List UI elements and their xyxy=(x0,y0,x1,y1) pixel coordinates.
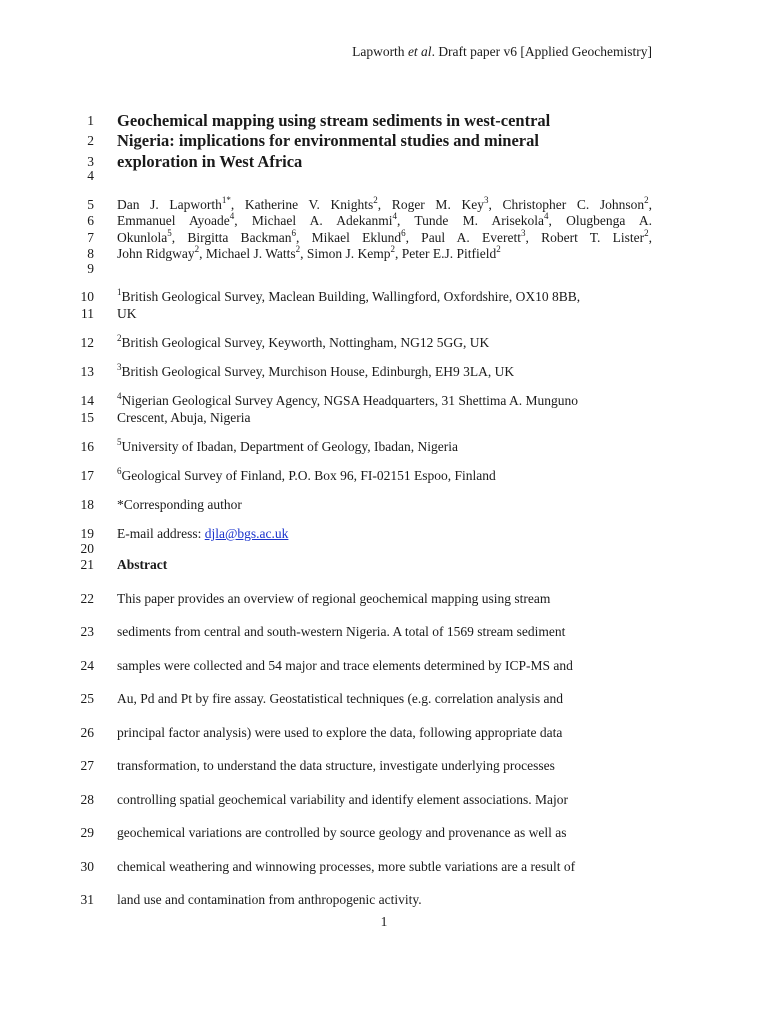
line-number: 6 xyxy=(87,213,94,228)
running-head: Lapworth et al. Draft paper v6 [Applied Geochemistry] xyxy=(352,44,652,59)
abstract-line: samples were collected and 54 major and trace elements determined by ICP-MS and xyxy=(117,658,573,673)
line-number: 26 xyxy=(80,725,94,740)
affiliation: $^1$British Geological Survey, Maclean Building, Wallingford, Oxfordshire, OX10 8BB, xyxy=(117,286,581,304)
abstract-line: Au, Pd and Pt by fire assay. Geostatistical techniques (e.g. correlation analysis and xyxy=(117,691,564,706)
author-list-line: Okunlola$^5$, Birgitta Backman$^6$, Mikael Eklund$^6$, Paul A. Everett$^3$, Robert T. Lister$^2$, xyxy=(117,227,652,245)
abstract-line: This paper provides an overview of regional geochemical mapping using stream xyxy=(117,591,551,606)
author-list-line: John Ridgway$^2$, Michael J. Watts$^2$, Simon J. Kemp$^2$, Peter E.J. Pitfield$^2$ xyxy=(117,243,501,261)
line-number: 17 xyxy=(80,468,94,483)
line-number: 27 xyxy=(80,758,94,773)
abstract-line: chemical weathering and winnowing processes, more subtle variations are a result of xyxy=(117,859,576,874)
email-line: E-mail address: djla@bgs.ac.uk xyxy=(117,526,289,541)
affiliation: $^3$British Geological Survey, Murchison House, Edinburgh, EH9 3LA, UK xyxy=(117,361,515,379)
affiliation-continued: Crescent, Abuja, Nigeria xyxy=(117,410,251,425)
line-number: 10 xyxy=(80,289,94,304)
line-number: 20 xyxy=(80,541,94,556)
line-number: 28 xyxy=(80,792,94,807)
author-list-line: Emmanuel Ayoade$^4$, Michael A. Adekanmi$^4$, Tunde M. Arisekola$^4$, Olugbenga A. xyxy=(117,210,652,228)
line-number: 14 xyxy=(80,393,94,408)
line-number: 5 xyxy=(87,197,94,212)
paper-title-line: Geochemical mapping using stream sediments in west-central xyxy=(117,111,551,130)
line-number: 22 xyxy=(80,591,94,606)
line-number: 19 xyxy=(80,526,94,541)
line-number: 7 xyxy=(87,230,94,245)
line-number: 30 xyxy=(80,859,94,874)
abstract-line: sediments from central and south-western Nigeria. A total of 1569 stream sediment xyxy=(117,624,566,639)
line-number: 16 xyxy=(80,439,94,454)
affiliation: $^6$Geological Survey of Finland, P.O. Box 96, FI-02151 Espoo, Finland xyxy=(117,465,496,483)
line-number: 21 xyxy=(80,557,94,572)
line-number: 4 xyxy=(87,168,94,183)
line-number: 18 xyxy=(80,497,94,512)
abstract-line: geochemical variations are controlled by source geology and provenance as well as xyxy=(117,825,567,840)
line-number: 23 xyxy=(80,624,94,639)
line-number: 24 xyxy=(80,658,94,673)
paper-title-line: Nigeria: implications for environmental studies and mineral xyxy=(117,131,539,150)
email-link[interactable]: djla@bgs.ac.uk xyxy=(204,526,289,541)
line-number: 2 xyxy=(87,133,94,148)
affiliation: $^5$University of Ibadan, Department of Geology, Ibadan, Nigeria xyxy=(117,436,459,454)
line-number: 13 xyxy=(80,364,94,379)
line-number: 3 xyxy=(87,154,94,169)
abstract-line: land use and contamination from anthropogenic activity. xyxy=(117,892,422,907)
line-number: 8 xyxy=(87,246,94,261)
abstract-line: principal factor analysis) were used to explore the data, following appropriate data xyxy=(117,725,563,740)
line-number: 11 xyxy=(81,306,94,321)
abstract-heading: Abstract xyxy=(117,557,168,572)
corresponding-author-note: *Corresponding author xyxy=(117,497,242,512)
line-number: 12 xyxy=(80,335,94,350)
page-number: 1 xyxy=(380,914,388,929)
abstract-line: transformation, to understand the data structure, investigate underlying processes xyxy=(117,758,555,773)
line-number: 9 xyxy=(87,261,94,276)
affiliation-continued: UK xyxy=(117,306,137,321)
line-number: 1 xyxy=(87,113,94,128)
line-number: 15 xyxy=(80,410,94,425)
author-list-line: Dan J. Lapworth$^{1*}$, Katherine V. Knights$^2$, Roger M. Key$^3$, Christopher C. Johnson$^2$, xyxy=(117,194,652,212)
line-number: 29 xyxy=(80,825,94,840)
affiliation: $^4$Nigerian Geological Survey Agency, NGSA Headquarters, 31 Shettima A. Munguno xyxy=(117,390,579,408)
affiliation: $^2$British Geological Survey, Keyworth, Nottingham, NG12 5GG, UK xyxy=(117,332,490,350)
line-number: 31 xyxy=(80,892,94,907)
paper-title-line: exploration in West Africa xyxy=(117,152,303,171)
line-number: 25 xyxy=(80,691,94,706)
abstract-line: controlling spatial geochemical variability and identify element associations. Major xyxy=(117,792,568,807)
